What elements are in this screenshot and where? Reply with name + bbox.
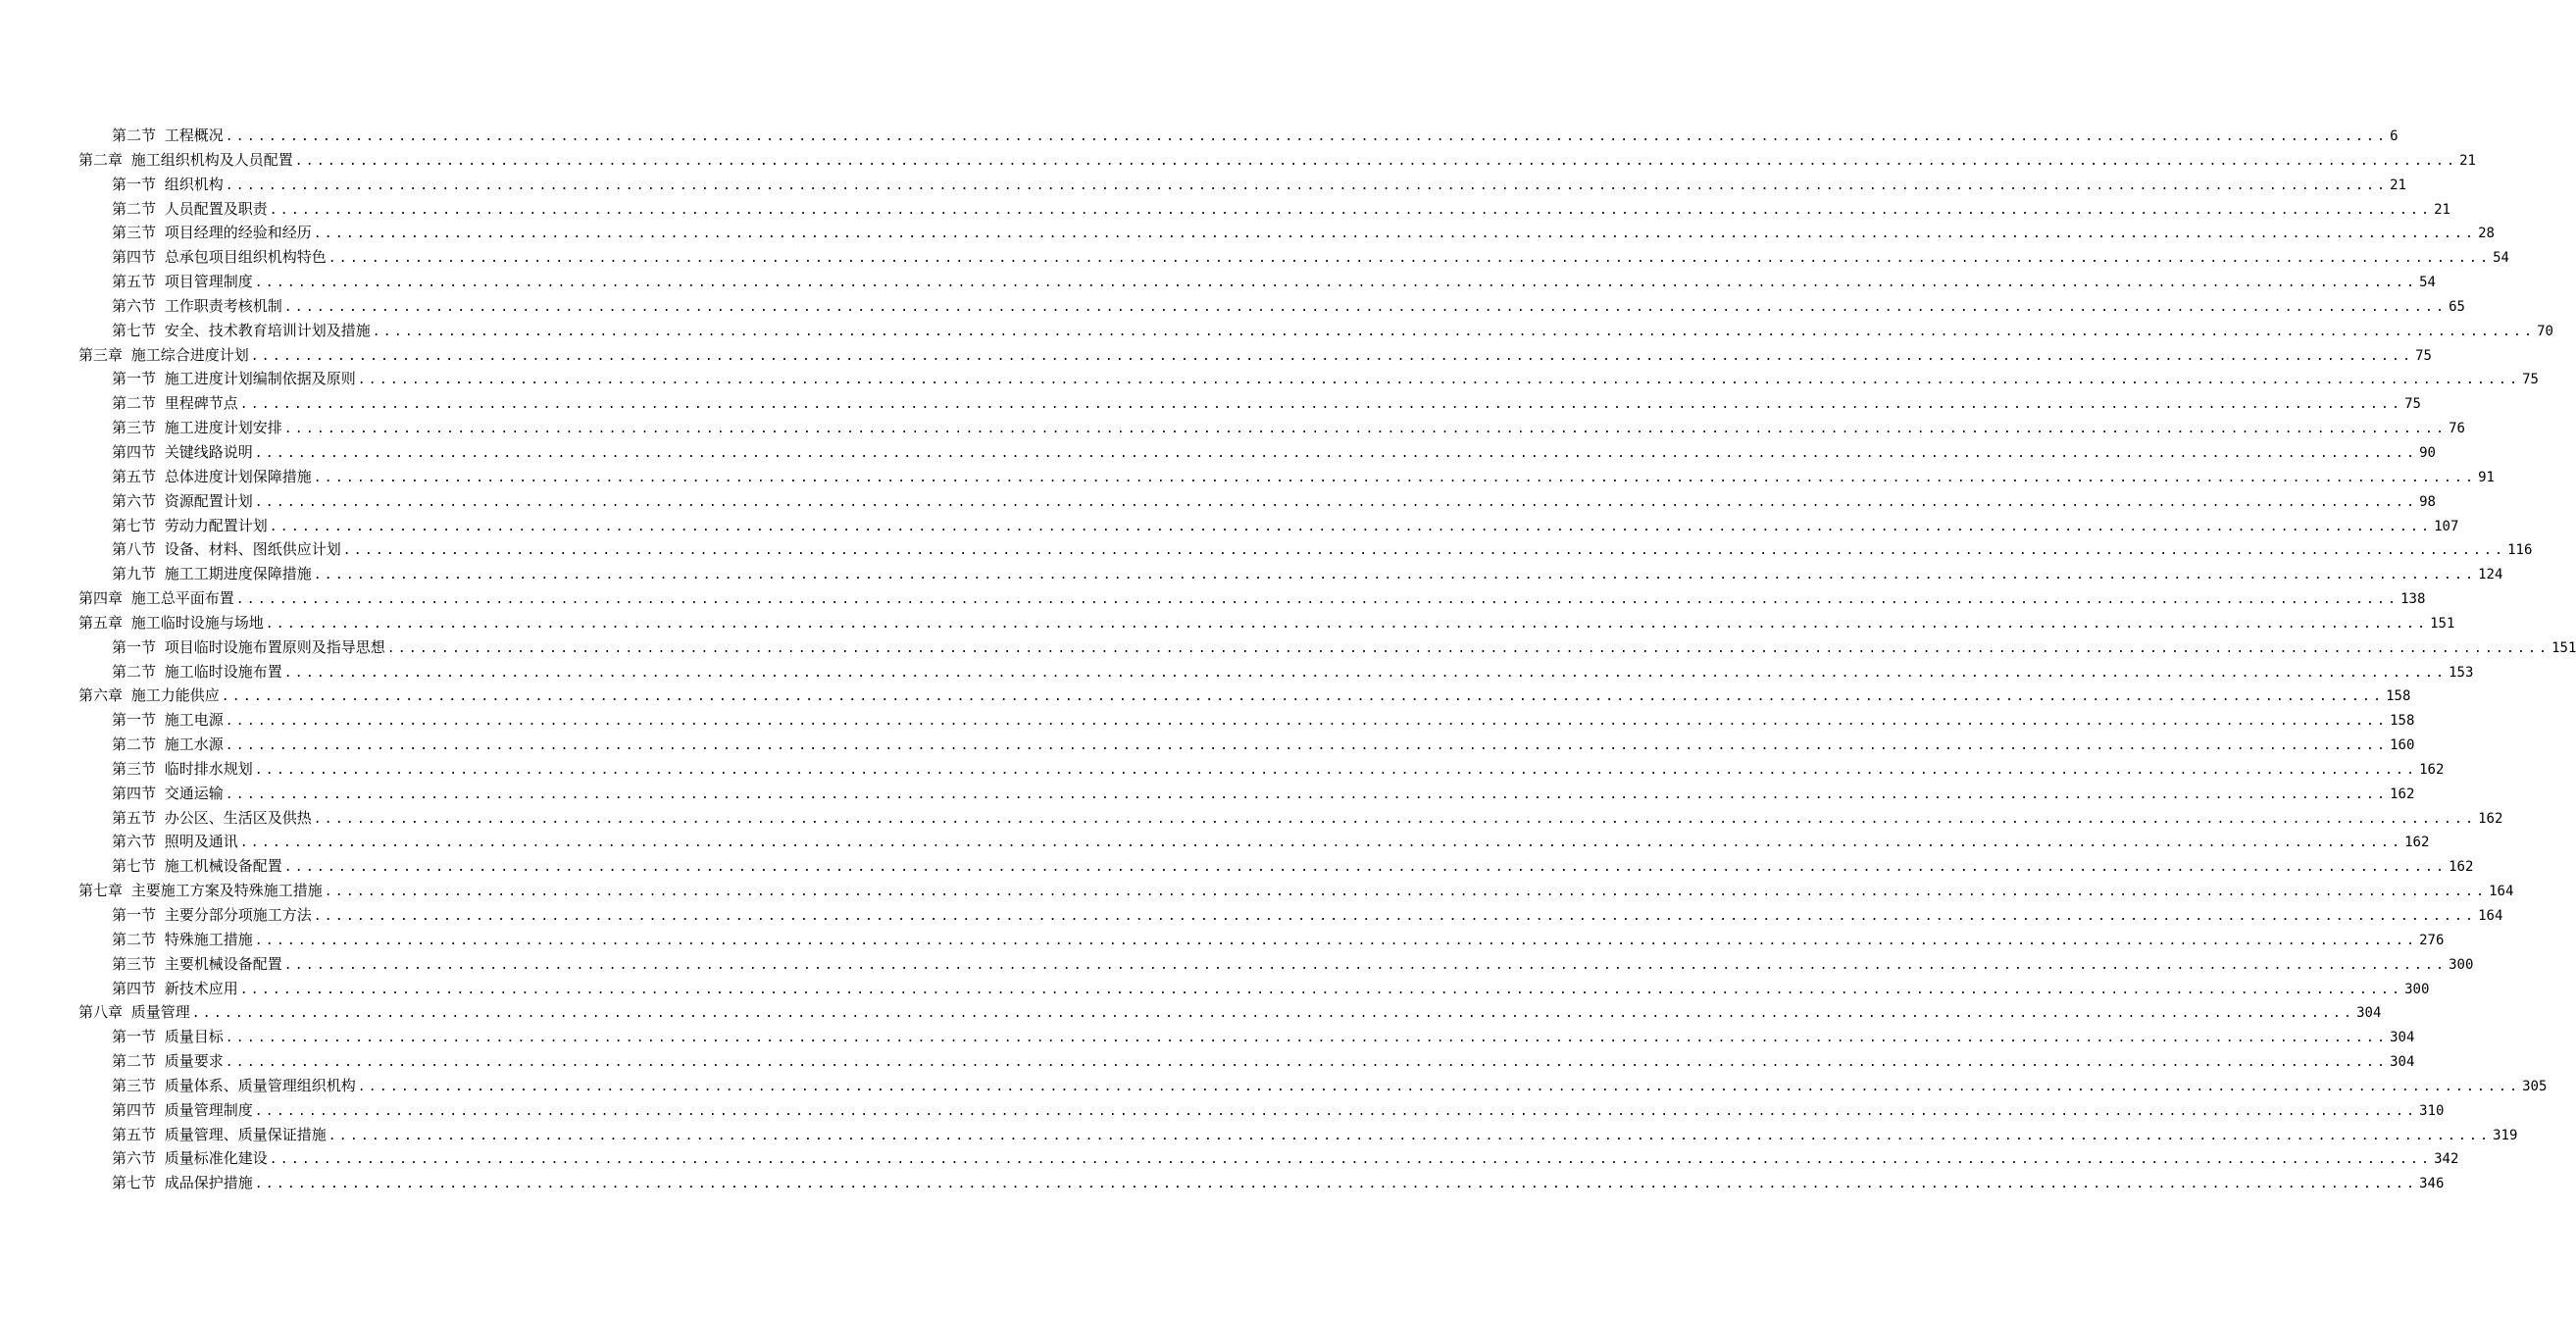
toc-chapter-entry[interactable]	[78, 586, 2426, 611]
toc-page-number: 304	[2356, 1005, 2382, 1022]
toc-page-number: 54	[2493, 250, 2509, 267]
toc-entry-label: 第五节 总体进度计划保障措施	[112, 467, 312, 485]
toc-page-number: 346	[2419, 1176, 2445, 1192]
toc-entry-label: 第二节 里程碑节点	[112, 394, 238, 413]
toc-page-number: 107	[2434, 518, 2459, 534]
toc-entry-label: 第九节 施工工期进度保障措施	[112, 565, 312, 583]
toc-section-entry[interactable]	[78, 708, 2415, 733]
toc-dot-leader: ........................................................................................................................................................................................................	[372, 324, 2536, 339]
toc-dot-leader: ........................................................................................................................................................................................................	[235, 592, 2399, 608]
toc-page-number: 75	[2415, 347, 2432, 364]
toc-section-entry[interactable]	[78, 416, 2465, 440]
toc-page-number: 164	[2478, 908, 2503, 924]
toc-entry-label: 第四节 总承包项目组织机构特色	[112, 248, 327, 267]
toc-dot-leader: ........................................................................................................................................................................................................	[239, 397, 2403, 413]
toc-section-entry[interactable]	[78, 221, 2495, 245]
toc-dot-leader: ........................................................................................................................................................................................................	[269, 519, 2433, 534]
toc-dot-leader: ........................................................................................................................................................................................................	[191, 1006, 2355, 1022]
toc-section-entry[interactable]	[78, 489, 2436, 514]
toc-page-number: 304	[2390, 1030, 2415, 1046]
toc-dot-leader: ........................................................................................................................................................................................................	[313, 811, 2477, 827]
toc-page-number: 151	[2551, 639, 2576, 656]
toc-page-number: 28	[2478, 226, 2495, 242]
toc-page-number: 319	[2493, 1127, 2518, 1143]
toc-page-number: 124	[2478, 567, 2503, 583]
toc-section-entry[interactable]	[78, 854, 2474, 879]
toc-dot-leader: ........................................................................................................................................................................................................	[283, 957, 2448, 973]
toc-dot-leader: ........................................................................................................................................................................................................	[313, 568, 2477, 583]
toc-entry-label: 第三节 主要机械设备配置	[112, 954, 282, 973]
toc-entry-label: 第五节 办公区、生活区及供热	[112, 808, 312, 827]
toc-section-entry[interactable]	[78, 367, 2539, 391]
toc-section-entry[interactable]	[78, 173, 2406, 197]
toc-entry-label: 第三节 临时排水规划	[112, 759, 253, 778]
toc-entry-label: 第三节 质量体系、质量管理组织机构	[112, 1076, 356, 1094]
toc-entry-label: 第六节 照明及通讯	[112, 833, 238, 851]
toc-dot-leader: ........................................................................................................................................................................................................	[221, 689, 2385, 705]
toc-page-number: 90	[2419, 444, 2436, 461]
toc-page-number: 162	[2390, 786, 2415, 802]
toc-dot-leader: ........................................................................................................................................................................................................	[324, 885, 2488, 900]
toc-page-number: 153	[2449, 664, 2474, 681]
toc-dot-leader: ........................................................................................................................................................................................................	[225, 1031, 2389, 1046]
toc-entry-label: 第五节 质量管理、质量保证措施	[112, 1125, 327, 1143]
toc-entry-label: 第二节 工程概况	[112, 127, 224, 144]
toc-section-entry[interactable]	[78, 733, 2415, 757]
toc-section-entry[interactable]	[78, 660, 2474, 684]
toc-dot-leader: ........................................................................................................................................................................................................	[283, 299, 2448, 315]
toc-section-entry[interactable]	[78, 537, 2533, 562]
toc-section-entry[interactable]	[78, 319, 2553, 343]
toc-section-entry[interactable]	[78, 1146, 2459, 1171]
toc-entry-label: 第五章 施工临时设施与场地	[78, 613, 264, 632]
toc-entry-label: 第三节 项目经理的经验和经历	[112, 224, 312, 242]
toc-section-entry[interactable]	[78, 197, 2450, 222]
toc-entry-label: 第二节 特殊施工措施	[112, 930, 253, 948]
toc-chapter-entry[interactable]	[78, 611, 2455, 635]
toc-dot-leader: ........................................................................................................................................................................................................	[328, 1128, 2492, 1143]
toc-dot-leader: ........................................................................................................................................................................................................	[225, 177, 2389, 193]
toc-dot-leader: ........................................................................................................................................................................................................	[254, 1177, 2418, 1192]
toc-section-entry[interactable]	[78, 1123, 2518, 1147]
toc-entry-label: 第四节 关键线路说明	[112, 442, 253, 461]
toc-dot-leader: ........................................................................................................................................................................................................	[357, 373, 2521, 388]
toc-page-number: 76	[2449, 421, 2465, 437]
toc-page-number: 75	[2522, 372, 2539, 388]
toc-dot-leader: ........................................................................................................................................................................................................	[239, 982, 2403, 997]
toc-entry-label: 第六节 工作职责考核机制	[112, 296, 282, 315]
toc-page-number: 21	[2390, 177, 2406, 193]
toc-section-entry[interactable]	[78, 245, 2509, 270]
toc-dot-leader: ........................................................................................................................................................................................................	[225, 738, 2389, 754]
toc-page-number: 151	[2430, 615, 2455, 632]
toc-page-number: 54	[2419, 275, 2436, 291]
toc-entry-label: 第一节 施工电源	[112, 711, 224, 730]
toc-entry-label: 第七节 成品保护措施	[112, 1174, 253, 1192]
toc-entry-label: 第七节 施工机械设备配置	[112, 857, 282, 876]
toc-dot-leader: ........................................................................................................................................................................................................	[313, 227, 2477, 242]
toc-section-entry[interactable]	[78, 903, 2503, 928]
toc-dot-leader: ........................................................................................................................................................................................................	[357, 1079, 2521, 1094]
toc-dot-leader: ........................................................................................................................................................................................................	[254, 933, 2418, 948]
toc-chapter-entry[interactable]	[78, 148, 2476, 173]
toc-dot-leader: ........................................................................................................................................................................................................	[269, 202, 2433, 218]
toc-entry-label: 第一节 项目临时设施布置原则及指导思想	[112, 637, 385, 656]
toc-dot-leader: ........................................................................................................................................................................................................	[313, 470, 2477, 485]
toc-page-number: 158	[2390, 713, 2415, 730]
toc-dot-leader: ........................................................................................................................................................................................................	[254, 1103, 2418, 1119]
toc-dot-leader: ........................................................................................................................................................................................................	[283, 422, 2448, 437]
toc-chapter-entry[interactable]	[78, 684, 2411, 708]
toc-section-entry[interactable]	[78, 562, 2503, 586]
toc-page-number: 300	[2404, 981, 2430, 997]
toc-page-number: 75	[2404, 396, 2421, 413]
toc-page-number: 116	[2507, 542, 2533, 559]
toc-page-number: 160	[2390, 737, 2415, 754]
toc-entry-label: 第一节 主要分部分项施工方法	[112, 906, 312, 924]
toc-entry-label: 第七节 安全、技术教育培训计划及措施	[112, 321, 371, 339]
toc-dot-leader: ........................................................................................................................................................................................................	[254, 494, 2418, 510]
toc-page-number: 342	[2434, 1151, 2459, 1168]
toc-page-number: 162	[2404, 835, 2430, 851]
toc-page-number: 300	[2449, 956, 2474, 973]
toc-entry-label: 第八章 质量管理	[78, 1003, 190, 1022]
table-of-contents	[78, 124, 2576, 1195]
toc-page-number: 164	[2489, 884, 2514, 900]
toc-page-number: 6	[2390, 128, 2399, 144]
toc-dot-leader: ........................................................................................................................................................................................................	[225, 786, 2389, 802]
toc-section-entry[interactable]	[78, 270, 2436, 294]
toc-entry-label: 第二章 施工组织机构及人员配置	[78, 150, 293, 169]
toc-page-number: 65	[2449, 298, 2465, 315]
toc-section-entry[interactable]	[78, 635, 2576, 660]
toc-dot-leader: ........................................................................................................................................................................................................	[283, 860, 2448, 876]
toc-page-number: 98	[2419, 493, 2436, 510]
toc-section-entry[interactable]	[78, 465, 2495, 489]
toc-page-number: 70	[2537, 323, 2553, 339]
toc-chapter-entry[interactable]	[78, 879, 2514, 903]
toc-page-number: 162	[2449, 859, 2474, 876]
toc-dot-leader: ........................................................................................................................................................................................................	[283, 665, 2448, 681]
toc-page-number: 162	[2478, 810, 2503, 827]
toc-section-entry[interactable]	[78, 1074, 2548, 1098]
toc-dot-leader: ........................................................................................................................................................................................................	[342, 543, 2506, 559]
toc-page-number: 91	[2478, 469, 2495, 485]
toc-entry-label: 第一节 质量目标	[112, 1028, 224, 1046]
toc-section-entry[interactable]	[78, 952, 2474, 977]
toc-section-entry[interactable]	[78, 977, 2430, 1001]
toc-dot-leader: ........................................................................................................................................................................................................	[313, 909, 2477, 924]
toc-section-entry[interactable]	[78, 514, 2459, 538]
toc-section-entry[interactable]	[78, 1049, 2415, 1074]
toc-dot-leader: ........................................................................................................................................................................................................	[386, 640, 2551, 656]
toc-entry-label: 第二节 施工水源	[112, 735, 224, 754]
toc-entry-label: 第三章 施工综合进度计划	[78, 345, 249, 364]
toc-section-entry[interactable]	[78, 1025, 2415, 1049]
toc-section-entry[interactable]	[78, 391, 2421, 416]
toc-section-entry[interactable]	[78, 830, 2430, 854]
toc-entry-label: 第六节 资源配置计划	[112, 491, 253, 510]
toc-entry-label: 第一节 组织机构	[112, 175, 224, 193]
toc-entry-label: 第八节 设备、材料、图纸供应计划	[112, 540, 341, 559]
toc-entry-label: 第一节 施工进度计划编制依据及原则	[112, 370, 356, 388]
toc-entry-label: 第二节 施工临时设施布置	[112, 662, 282, 681]
toc-dot-leader: ........................................................................................................................................................................................................	[294, 153, 2458, 169]
toc-page-number: 304	[2390, 1054, 2415, 1071]
toc-entry-label: 第七节 劳动力配置计划	[112, 516, 268, 534]
toc-dot-leader: ........................................................................................................................................................................................................	[254, 445, 2418, 461]
toc-section-entry[interactable]	[78, 440, 2436, 465]
toc-dot-leader: ........................................................................................................................................................................................................	[239, 836, 2403, 851]
toc-entry-label: 第六节 质量标准化建设	[112, 1149, 268, 1168]
toc-section-entry[interactable]	[78, 757, 2445, 782]
toc-page-number: 138	[2400, 591, 2426, 608]
toc-dot-leader: ........................................................................................................................................................................................................	[225, 129, 2389, 144]
toc-page-number: 158	[2386, 688, 2411, 705]
toc-entry-label: 第四节 交通运输	[112, 784, 224, 802]
toc-entry-label: 第四章 施工总平面布置	[78, 589, 234, 608]
toc-page-number: 162	[2419, 761, 2445, 778]
toc-entry-label: 第四节 新技术应用	[112, 979, 238, 997]
toc-chapter-entry[interactable]	[78, 1000, 2382, 1025]
toc-page-number: 21	[2434, 201, 2450, 218]
toc-entry-label: 第七章 主要施工方案及特殊施工措施	[78, 882, 323, 900]
toc-chapter-entry[interactable]	[78, 343, 2432, 368]
toc-dot-leader: ........................................................................................................................................................................................................	[254, 762, 2418, 778]
toc-page-number: 276	[2419, 932, 2445, 948]
toc-section-entry[interactable]	[78, 1171, 2445, 1195]
toc-page-number: 21	[2459, 152, 2476, 169]
toc-dot-leader: ........................................................................................................................................................................................................	[269, 1152, 2433, 1168]
toc-entry-label: 第二节 人员配置及职责	[112, 199, 268, 218]
toc-section-entry[interactable]	[78, 782, 2415, 806]
toc-entry-label: 第三节 施工进度计划安排	[112, 419, 282, 437]
toc-section-entry[interactable]	[78, 1098, 2445, 1123]
toc-dot-leader: ........................................................................................................................................................................................................	[265, 616, 2429, 632]
toc-section-entry[interactable]	[78, 124, 2399, 148]
toc-dot-leader: ........................................................................................................................................................................................................	[225, 1055, 2389, 1071]
toc-section-entry[interactable]	[78, 806, 2503, 831]
toc-entry-label: 第四节 质量管理制度	[112, 1100, 253, 1119]
toc-page-number: 305	[2522, 1078, 2548, 1094]
toc-section-entry[interactable]	[78, 294, 2465, 319]
toc-page-number: 310	[2419, 1102, 2445, 1119]
toc-entry-label: 第五节 项目管理制度	[112, 273, 253, 291]
toc-section-entry[interactable]	[78, 928, 2445, 952]
toc-dot-leader: ........................................................................................................................................................................................................	[250, 348, 2414, 364]
toc-dot-leader: ........................................................................................................................................................................................................	[254, 276, 2418, 291]
toc-dot-leader: ........................................................................................................................................................................................................	[328, 251, 2492, 267]
toc-entry-label: 第六章 施工力能供应	[78, 686, 220, 705]
toc-dot-leader: ........................................................................................................................................................................................................	[225, 714, 2389, 730]
toc-entry-label: 第二节 质量要求	[112, 1052, 224, 1071]
